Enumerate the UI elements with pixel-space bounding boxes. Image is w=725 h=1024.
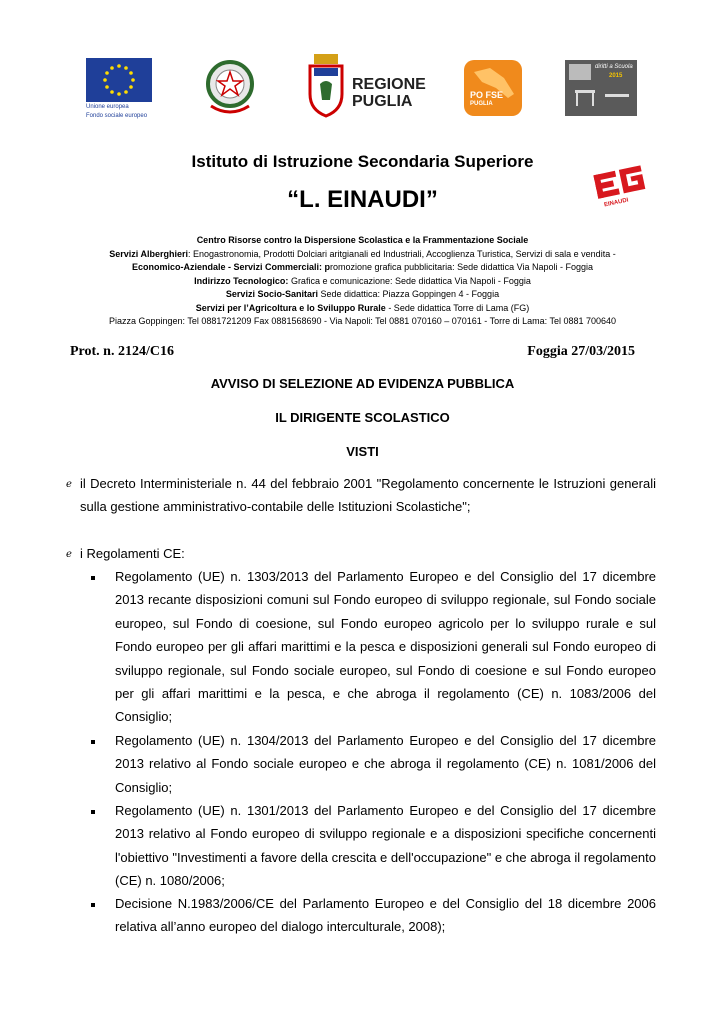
logo-row	[0, 52, 725, 122]
diritti-label: diritti a Scuola	[595, 64, 633, 70]
info-line-socio-sanitari	[60, 288, 665, 302]
regione-puglia-shield-icon	[306, 54, 346, 118]
por-fse-logo	[464, 60, 522, 116]
visto-decreto: il Decreto Interministeriale n. 44 del febbraio 2001 "Regolamento concernente le Istruzioni generali sulla gestione amministrativo-contabile delle Istituzioni Scolastiche";	[80, 476, 656, 514]
center-title: Centro Risorse contro la Dispersione Scolastica e la Frammentazione Sociale	[196, 235, 529, 245]
regione-puglia-wordmark	[352, 76, 426, 110]
dirigente-heading: IL DIRIGENTE SCOLASTICO	[275, 410, 450, 425]
e-bullet-icon: e	[66, 479, 72, 490]
eu-caption-1: Unione europea	[86, 104, 129, 110]
contacts-line: Piazza Goppingen: Tel 0881721209 Fax 0881568690 - Via Napoli: Tel 0881 070160 – 070161 - Torre di Lama: Tel 0881 700640	[108, 316, 617, 326]
porfse-sub: PUGLIA	[470, 101, 493, 107]
regolamento-1303: Regolamento (UE) n. 1303/2013 del Parlamento Europeo e del Consiglio del 17 dicembre 2013 recante disposizioni comuni sul Fondo europeo di sviluppo regionale, sul Fondo sociale europeo, sul Fondo di coesione, sul Fondo europeo agricolo per lo sviluppo rurale e sul Fondo europeo per gli affari marittimi e la pesca e disposizioni generali sul Fondo europeo di sviluppo regionale, sul Fondo sociale europeo, sul Fondo di coesione e sul Fondo europeo per gli affari marittimi e la pesca, e che abroga il regolamento (CE) n. 1083/2006 del Consiglio;	[115, 569, 656, 725]
regolamento-1304: Regolamento (UE) n. 1304/2013 del Parlamento Europeo e del Consiglio del 17 dicembre 2013 relativo al Fondo sociale europeo e che abroga il regolamento (CE) n. 1081/2006 del Consiglio;	[115, 733, 656, 795]
square-bullet-icon	[91, 576, 95, 580]
institute-info	[60, 234, 665, 329]
info-line-tecnologico	[60, 275, 665, 289]
eg-logo-text: EINAUDI	[603, 197, 630, 209]
info-text: - Sede didattica Torre di Lama (FG)	[385, 302, 530, 313]
diritti-a-scuola-logo	[565, 60, 637, 116]
square-bullet-icon	[91, 810, 95, 814]
decisione-1983: Decisione N.1983/2006/CE del Parlamento Europeo e del Consiglio del 18 dicembre 2006 relativa all’anno europeo del dialogo interculturale, 2008);	[115, 896, 656, 935]
porfse-label: PO FSE	[470, 90, 504, 100]
puglia-line1: REGIONE	[352, 76, 426, 93]
eu-logo	[86, 58, 152, 120]
info-text: romozione grafica pubblicitaria: Sede didattica Via Napoli - Foggia	[330, 262, 594, 272]
info-text: Grafica e comunicazione: Sede didattica Via Napoli - Foggia	[288, 275, 531, 286]
regolamento-1301: Regolamento (UE) n. 1301/2013 del Parlamento Europeo e del Consiglio del 17 dicembre 2013 relativo al Fondo europeo di sviluppo regionale e a disposizioni specifiche concernenti l'obiettivo "Investimenti a favore della crescita e dell'occupazione" e che abroga il regolamento (CE) n. 1080/2006;	[115, 803, 656, 889]
info-text: : Enogastronomia, Prodotti Dolciari aritgianali ed Industriali, Accoglienza Turistica, Servizi di sala e vendita -	[187, 248, 616, 259]
eu-caption-2: Fondo sociale europeo	[86, 113, 148, 119]
info-line-agricoltura	[60, 302, 665, 316]
info-label: Servizi per l’Agricoltura e lo Sviluppo Rurale	[195, 302, 386, 313]
protocol-date: Foggia 27/03/2015	[527, 344, 635, 359]
eu-flag-icon	[86, 58, 152, 102]
info-line-alberghieri	[60, 248, 665, 262]
square-bullet-icon	[91, 903, 95, 907]
school-type: Istituto di Istruzione Secondaria Superiore	[191, 152, 534, 171]
info-label: Servizi Socio-Sanitari	[225, 289, 318, 299]
diritti-year: 2015	[609, 73, 623, 79]
info-text: Sede didattica: Piazza Goppingen 4 - Foggia	[317, 289, 500, 299]
avviso-heading: AVVISO DI SELEZIONE AD EVIDENZA PUBBLICA	[210, 376, 515, 391]
puglia-line2: PUGLIA	[352, 93, 413, 110]
protocol-number: Prot. n. 2124/C16	[70, 344, 174, 359]
info-label: Indirizzo Tecnologico:	[194, 275, 289, 286]
square-bullet-icon	[91, 740, 95, 744]
italian-republic-emblem-icon	[203, 56, 257, 118]
info-label: Servizi Alberghieri	[109, 248, 188, 259]
visti-heading: VISTI	[346, 444, 379, 459]
visto-regolamenti: i Regolamenti CE:	[80, 546, 185, 561]
e-bullet-icon: e	[66, 549, 72, 560]
school-name: “L. EINAUDI”	[287, 186, 438, 213]
info-label: Economico-Aziendale - Servizi Commerciali: p	[131, 262, 331, 272]
info-line-economico	[60, 261, 665, 275]
einaudi-eg-logo	[592, 160, 648, 210]
